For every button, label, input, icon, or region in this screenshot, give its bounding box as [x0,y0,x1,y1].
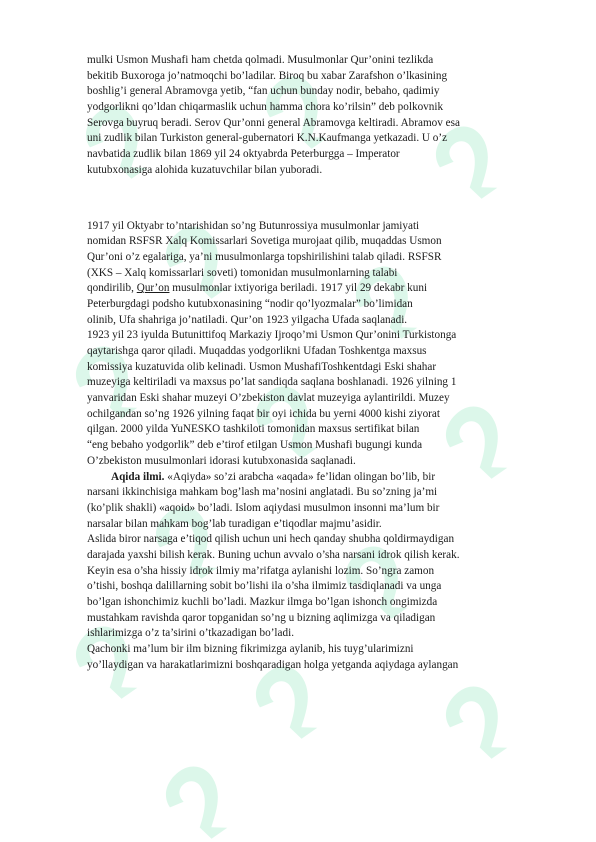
text-line: uni zudlik bilan Turkiston general-gubernatori K.N.Kaufmanga yetkazadi. U o’z [87,132,448,145]
text-line: Qachonki ma’lum bir ilm bizning fikrimizga aylanib, his tuyg’ularimizni [87,643,414,656]
text-line: narsani ikkinchisiga mahkam bog’lash ma’nosini anglatadi. Bu so’zning ja’mi [87,486,438,499]
text-line: Serovga buyruq beradi. Serov Qur’onni general Abramovga keltiradi. Abramov esa [87,116,460,129]
text-line: olinib, Ufa shahriga jo’natiladi. Qur’on 1923 yilgacha Ufada saqlanadi. [87,313,408,326]
text-line: qaytarishga qaror qiladi. Muqaddas yodgorlikni Ufadan Toshkentga maxsus [87,345,427,357]
text-line: Qur’oni o’z egalariga, ya’ni musulmonlarga topshirilishini talab qiladi. RSFSR [87,250,442,263]
text-line: yo’llaydigan va harakatlarimizni boshqaradigan holga yetganda aqiydaga aylangan [87,658,459,671]
text-line [87,281,547,297]
text-line: narsalar bilan mahkam bog’lab turadigan e’tiqodlar majmu’asidir. [87,517,382,530]
text-line: “eng bebaho yodgorlik” deb e’tirof etilgan Usmon Mushafi bugungi kunda [87,439,423,452]
text-line: o’tishi, boshqa dalillarning sobit bo’lishi ila o’sha ilmimiz tasdiqlanadi va unga [87,580,442,593]
paragraph-gap [87,179,547,219]
text-line: (XKS – Xalq komissarlari soveti) tomonidan musulmonlarning talabi [87,266,398,279]
text-line: darajada yaxshi bilish kerak. Buning uchun avvalo o’sha narsani idrok qilish kerak. [87,548,460,561]
text-line: Aslida biror narsaga e’tiqod qilish uchun uni hech qanday shubha qoldirmaydigan [87,533,455,546]
text-line: O’zbekiston musulmonlari idorasi kutubxonasida saqlanadi. [87,454,356,467]
text-line: Peterburgdagi podsho kutubxonasining “nodir qo’lyozmalar” bo’limidan [87,297,413,310]
text-segment: qondirilib, [87,282,137,295]
text-segment: «Aqiyda» so’zi arabcha «aqada» fe’lidan olingan bo’lib, bir [164,470,436,483]
text-line: mustahkam ravishda qaror topganidan so’ng u bizning aqlimizga va qiladigan [87,611,436,624]
text-line: ishlarimizga o’z ta’sirini o’tkazadigan bo’ladi. [87,627,295,640]
text-line: Keyin esa o’sha hissiy idrok ilmiy ma’rifatga aylanishi lozim. So’ngra zamon [87,564,435,577]
text-line: navbatida zudlik bilan 1869 yil 24 oktyabrda Peterburgga – Imperator [87,148,400,161]
text-line: (ko’plik shakli) «aqoid» bo’ladi. Islom aqiydasi musulmon insonni ma’lum bir [87,501,440,514]
text-line: komissiya kuzatuvida olib kelinadi. Usmon MushafiToshkentdagi Eski shahar [87,360,437,373]
text-line: kutubxonasiga alohida kuzatuvchilar bilan yuboradi. [87,163,323,176]
section-heading-aqida: Aqida ilmi. [111,470,165,483]
paragraph-1917 [87,219,547,470]
text-line: nomidan RSFSR Xalq Komissarlari Sovetiga murojaat qilib, muqaddas Usmon [87,235,442,248]
document-page [87,53,547,673]
text-line: yanvaridan Eski shahar muzeyi O’zbekiston davlat muzeyiga aylantirildi. Muzey [87,392,450,405]
text-line: yodgorlikni qo’ldan chiqarmaslik uchun hamma chora ko’rilsin” deb polkovnik [87,101,444,114]
text-line: ochilgandan so’ng 1926 yilning faqat bir oyi ichida bu yerni 4000 kishi ziyorat [87,407,440,420]
text-line: 1917 yil Oktyabr to’ntarishidan so’ng Butunrossiya musulmonlar jamiyati [87,219,420,232]
text-line: boshlig’i general Abramovga yetib, “fan uchun bunday nodir, bebaho, qadimiy [87,85,440,98]
text-line: qilgan. 2000 yilda YuNESKO tashkiloti tomonidan maxsus sertifikat bilan [87,423,420,436]
paragraph-usmon-mushafi [87,53,547,179]
paragraph-aqida [87,470,547,674]
quran-link[interactable]: Qur’on [136,282,170,295]
text-line: muzeyiga keltiriladi va maxsus po’lat sandiqda saqlana boshlanadi. 1926 yilning 1 [87,376,457,389]
text-line: 1923 yil 23 iyulda Butunittifoq Markaziy Ijroqo’mi Usmon Qur’onini Turkistonga [87,329,457,342]
text-segment: musulmonlar ixtiyoriga beriladi. 1917 yil 29 dekabr kuni [169,282,428,295]
text-line: bo’lgan ishonchimiz kuchli bo’ladi. Mazkur ilmga bo’lgan ishonch ongimizda [87,596,438,608]
text-line: bekitib Buxoroga jo’natmoqchi bo’ladilar. Biroq bu xabar Zarafshon o’lkasining [87,69,448,82]
text-line: mulki Usmon Mushafi ham chetda qolmadi. Musulmonlar Qur’onini tezlikda [87,54,434,66]
text-line [87,470,547,486]
